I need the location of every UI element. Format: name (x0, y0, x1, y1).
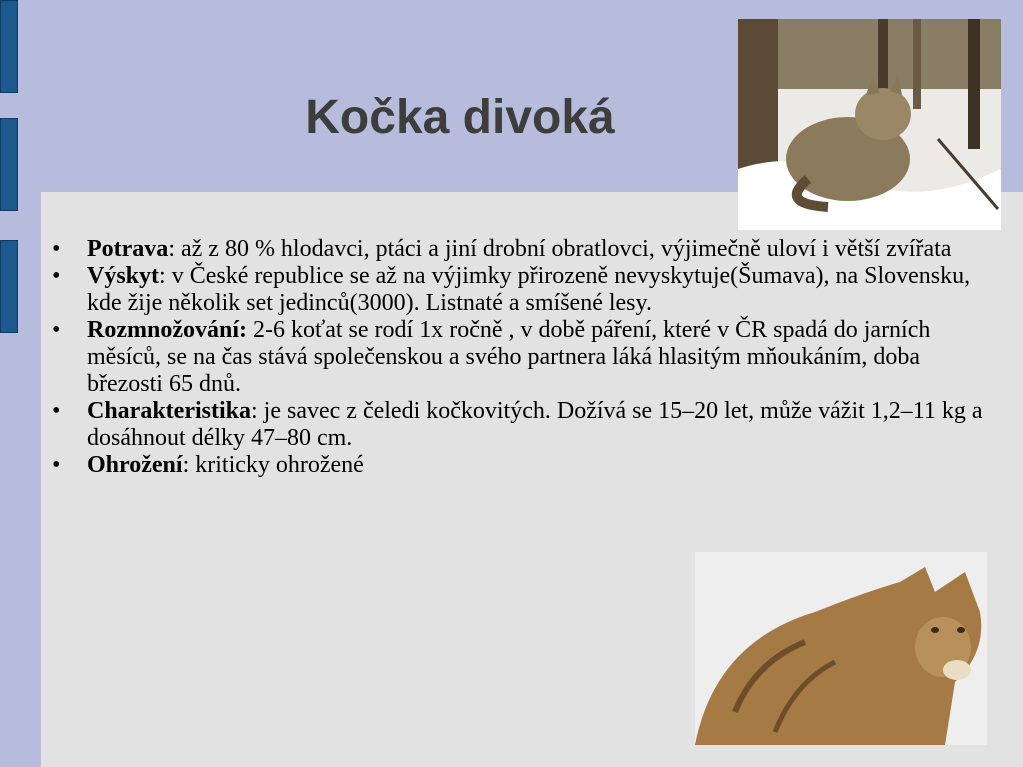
list-item: • Rozmnožování: 2-6 koťat se rodí 1x ročně , v době páření, které v ČR spadá do jarních měsíců, se na čas stává společenskou a svého partnera láká hlasitým mňoukáním, doba březosti 65 dnů. (52, 317, 931, 397)
side-decor-bar (0, 240, 18, 333)
fact-list (52, 236, 992, 479)
wildcat-snow-photo (738, 19, 1001, 230)
list-item: • Ohrožení: kriticky ohrožené (52, 452, 364, 478)
slide-title: Kočka divoká (305, 91, 615, 144)
side-decor-bar (0, 118, 18, 211)
side-decor-bar (0, 0, 18, 93)
wildcat-closeup-photo (695, 552, 987, 745)
list-item: • Charakteristika: je savec z čeledi kočkovitých. Dožívá se 15–20 let, může vážit 1,2–11 kg a dosáhnout délky 47–80 cm. (52, 398, 983, 451)
list-item: • Výskyt: v České republice se až na výjimky přirozeně nevyskytuje(Šumava), na Slovensku, kde žije několik set jedinců(3000). Listnaté a smíšené lesy. (52, 263, 971, 316)
list-item: • Potrava: až z 80 % hlodavci, ptáci a jiní drobní obratlovci, výjimečně uloví i větší zvířata (52, 236, 952, 262)
